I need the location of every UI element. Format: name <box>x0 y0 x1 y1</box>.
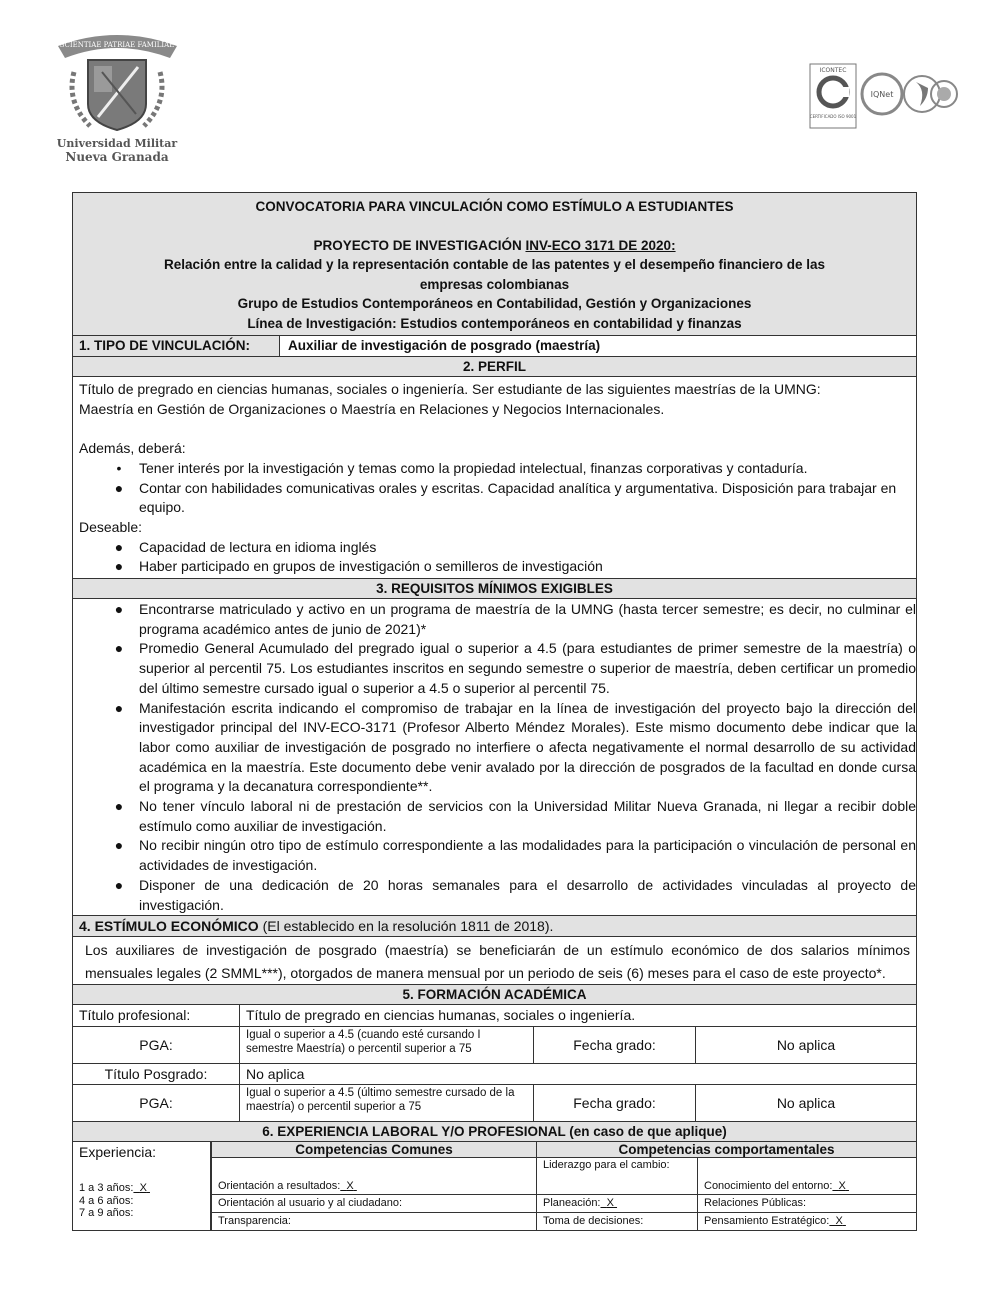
list-item <box>79 459 910 479</box>
years-7-9: 7 a 9 años: <box>79 1207 134 1220</box>
project-code: INV-ECO 3171 DE 2020: <box>525 237 676 253</box>
pga1-value: Igual o superior a 4.5 (cuando esté cursando I semestre Maestría) o percentil superior a 75 <box>240 1027 534 1063</box>
competencias-grid <box>211 1142 916 1230</box>
bullet-icon: ● <box>114 798 124 815</box>
list-item-text: Contar con habilidades comunicativas orales y escritas. Capacidad analítica y argumentativa. Disposición para trabajar en equipo. <box>139 479 897 516</box>
vinculacion-label: 1. TIPO DE VINCULACIÓN: <box>73 336 280 356</box>
title-line1: CONVOCATORIA PARA VINCULACIÓN COMO ESTÍMULO A ESTUDIANTES <box>255 199 734 214</box>
university-crest-icon <box>50 22 185 167</box>
list-item-text: No tener vínculo laboral ni de prestación de servicios con la Universidad Militar Nueva Granada, ni llegar a recibir doble estímulo como auxiliar de investigación. <box>139 798 916 834</box>
bullet-icon: ● <box>114 876 124 893</box>
perfil-para-line1: Título de pregrado en ciencias humanas, sociales o ingeniería. Ser estudiante de las siguientes maestrías de la UMNG: <box>79 381 821 397</box>
list-item <box>79 557 910 577</box>
experiencia-label: Experiencia: <box>79 1144 157 1161</box>
university-logo <box>50 22 185 167</box>
competencia-comportamental: Toma de decisiones: <box>536 1212 697 1230</box>
perfil-bullets <box>79 459 910 518</box>
certification-logos-icon <box>808 62 958 132</box>
bullet-icon: ● <box>114 601 124 618</box>
pga2-row <box>73 1084 916 1121</box>
years-4-6: 4 a 6 años: <box>79 1194 134 1207</box>
years-1-3-mark: X <box>139 1182 147 1195</box>
fecha2-value: No aplica <box>776 1095 836 1112</box>
title-line6: Línea de Investigación: Estudios contemporáneos en contabilidad y finanzas <box>247 315 742 331</box>
perfil-ademas: Además, deberá: <box>79 440 186 457</box>
titulo-profesional-row <box>73 1004 916 1026</box>
titulo-posgrado-row <box>73 1063 916 1084</box>
check-mark: X <box>838 1180 846 1193</box>
deseable-bullets <box>79 538 910 577</box>
check-mark: X <box>346 1180 354 1193</box>
cert-mark-iqnet: IQNet <box>870 90 894 99</box>
bullet-icon: ● <box>114 538 124 555</box>
estimulo-heading-rest: (El establecido en la resolución 1811 de 2018). <box>258 918 554 935</box>
check-mark: X <box>835 1215 843 1228</box>
title-line3: Relación entre la calidad y la representación contable de las patentes y el desempeño financiero de las <box>164 257 825 272</box>
list-item <box>79 797 916 836</box>
list-item <box>79 538 910 558</box>
col-competencias-comportamentales: Competencias comportamentales <box>536 1142 916 1157</box>
requisitos-bullets <box>79 600 916 915</box>
estimulo-heading-bold: 4. ESTÍMULO ECONÓMICO <box>79 918 259 935</box>
list-item-text: Manifestación escrita indicando el compromiso de trabajar en la línea de investigación del proyecto bajo la dirección del investigador principal del INV-ECO-3171 (Profesor Alberto Méndez Morales). Este mismo documento debe indicar que la labor como auxiliar de investigación de posgrado no interfiere o afecta negativamente el normal desarrollo de su actividad académica en la maestría. Este documento debe venir avalado por la dirección de posgrados de la facultad en donde cursa el programa y la decanatura correspondiente**. <box>139 699 916 795</box>
vinculacion-value: Auxiliar de investigación de posgrado (maestría) <box>280 336 916 356</box>
years-1-3-label: 1 a 3 años: <box>79 1182 134 1195</box>
competencia-comportamental: Relaciones Públicas: <box>697 1194 916 1212</box>
cert-mark-icontec: ICONTEC <box>819 67 847 74</box>
bullet-icon: ● <box>114 558 124 575</box>
competencia-comun: Transparencia: <box>211 1212 536 1230</box>
cert-caption: CERTIFICADO ISO 9001 <box>809 114 857 119</box>
title-block <box>73 193 916 335</box>
experiencia-years <box>79 1182 150 1220</box>
project-prefix: PROYECTO DE INVESTIGACIÓN <box>313 237 526 253</box>
list-item-text: Capacidad de lectura en idioma inglés <box>139 538 377 555</box>
requisitos-body <box>73 598 916 915</box>
years-1-3 <box>79 1182 150 1195</box>
perfil-heading: 2. PERFIL <box>73 356 916 376</box>
titulo-posgrado-value: No aplica <box>246 1066 305 1083</box>
competencia-comportamental: Pensamiento Estratégico: X <box>697 1212 916 1230</box>
title-line4: empresas colombianas <box>419 276 570 292</box>
list-item <box>79 639 916 698</box>
competencia-comun: Orientación a resultados: X <box>211 1157 536 1194</box>
fecha1-value: No aplica <box>776 1037 836 1054</box>
competencia-comun: Orientación al usuario y al ciudadano: <box>211 1194 536 1212</box>
bullet-icon: ● <box>114 699 124 716</box>
certification-logos <box>808 62 958 132</box>
pga1-label: PGA: <box>73 1027 240 1063</box>
bullet-icon: • <box>116 459 122 476</box>
list-item <box>79 600 916 639</box>
perfil-deseable: Deseable: <box>79 518 143 535</box>
bullet-icon: ● <box>114 837 124 854</box>
estimulo-heading <box>73 915 916 936</box>
competencia-comportamental: Liderazgo para el cambio: <box>536 1157 697 1194</box>
competencia-comportamental: Planeación: X <box>536 1194 697 1212</box>
list-item-text: Tener interés por la investigación y temas como la propiedad intelectual, finanzas corporativas y contaduría. <box>139 459 808 476</box>
col-competencias-comunes: Competencias Comunes <box>211 1142 536 1157</box>
pga2-label: PGA: <box>73 1085 240 1121</box>
list-item <box>79 479 910 518</box>
list-item-text: Disponer de una dedicación de 20 horas semanales para el desarrollo de actividades vinculadas al proyecto de investigación. <box>139 876 916 913</box>
estimulo-text: Los auxiliares de investigación de posgrado (maestría) se beneficiarán de un estímulo económico de dos salarios mínimos mensuales legales (2 SMML***), otorgados de manera mensual por un periodo de seis (6) meses para el caso de este proyecto*. <box>73 936 916 984</box>
competencias <box>211 1142 916 1230</box>
fecha2-label: Fecha grado: <box>534 1085 696 1121</box>
perfil-body <box>73 376 916 578</box>
title-line5: Grupo de Estudios Contemporáneos en Contabilidad, Gestión y Organizaciones <box>237 296 752 311</box>
pga2-value: Igual o superior a 4.5 (último semestre cursado de la maestría) o percentil superior a 75 <box>240 1085 534 1121</box>
check-mark: X <box>606 1197 614 1210</box>
competencia-comportamental: Conocimiento del entorno: X <box>697 1157 916 1194</box>
requisitos-heading: 3. REQUISITOS MÍNIMOS EXIGIBLES <box>73 578 916 598</box>
formacion-heading: 5. FORMACIÓN ACADÉMICA <box>73 984 916 1004</box>
pga1-row <box>73 1026 916 1063</box>
university-name-line2: Nueva Granada <box>65 150 169 164</box>
university-name-line1: Universidad Militar <box>56 137 178 150</box>
titulo-posgrado-label: Título Posgrado: <box>73 1064 240 1084</box>
convocatoria-table <box>72 192 917 1231</box>
titulo-profesional-value: Título de pregrado en ciencias humanas, sociales o ingeniería. <box>246 1007 636 1024</box>
bullet-icon: ● <box>114 479 124 496</box>
experiencia-heading: 6. EXPERIENCIA LABORAL Y/O PROFESIONAL (en caso de que aplique) <box>73 1121 916 1141</box>
list-item-text: No recibir ningún otro tipo de estímulo correspondiente a las modalidades para la participación o vinculación de personal en actividades de investigación. <box>139 837 916 874</box>
experiencia-cell <box>73 1142 211 1230</box>
list-item <box>79 699 916 798</box>
bullet-icon: ● <box>114 640 124 657</box>
list-item <box>79 836 916 875</box>
list-item <box>79 876 916 915</box>
fecha1-label: Fecha grado: <box>534 1027 696 1063</box>
title-line2 <box>79 236 910 256</box>
list-item-text: Promedio General Acumulado del pregrado igual o superior a 4.5 (para estudiantes de primer semestre de la maestría) o superior al percentil 75. Los estudiantes inscritos en segundo semestre o superior de maestría, deben certificar un promedio del último semestre cursado igual o superior a 4.5 o superior al percentil 75. <box>139 640 916 696</box>
vinculacion-row <box>73 335 916 356</box>
experiencia-table <box>73 1141 916 1230</box>
university-motto: SCIENTIAE PATRIAE FAMILIAE <box>59 41 175 49</box>
perfil-para-line2: Maestría en Gestión de Organizaciones o Maestría en Relaciones y Negocios Internacionales. <box>79 400 665 417</box>
titulo-profesional-label: Título profesional: <box>73 1005 240 1026</box>
list-item-text: Haber participado en grupos de investigación o semilleros de investigación <box>139 558 603 575</box>
list-item-text: Encontrarse matriculado y activo en un programa de maestría de la UMNG (hasta tercer semestre; es decir, no culminar el programa académico antes de junio de 2021)* <box>139 601 916 637</box>
